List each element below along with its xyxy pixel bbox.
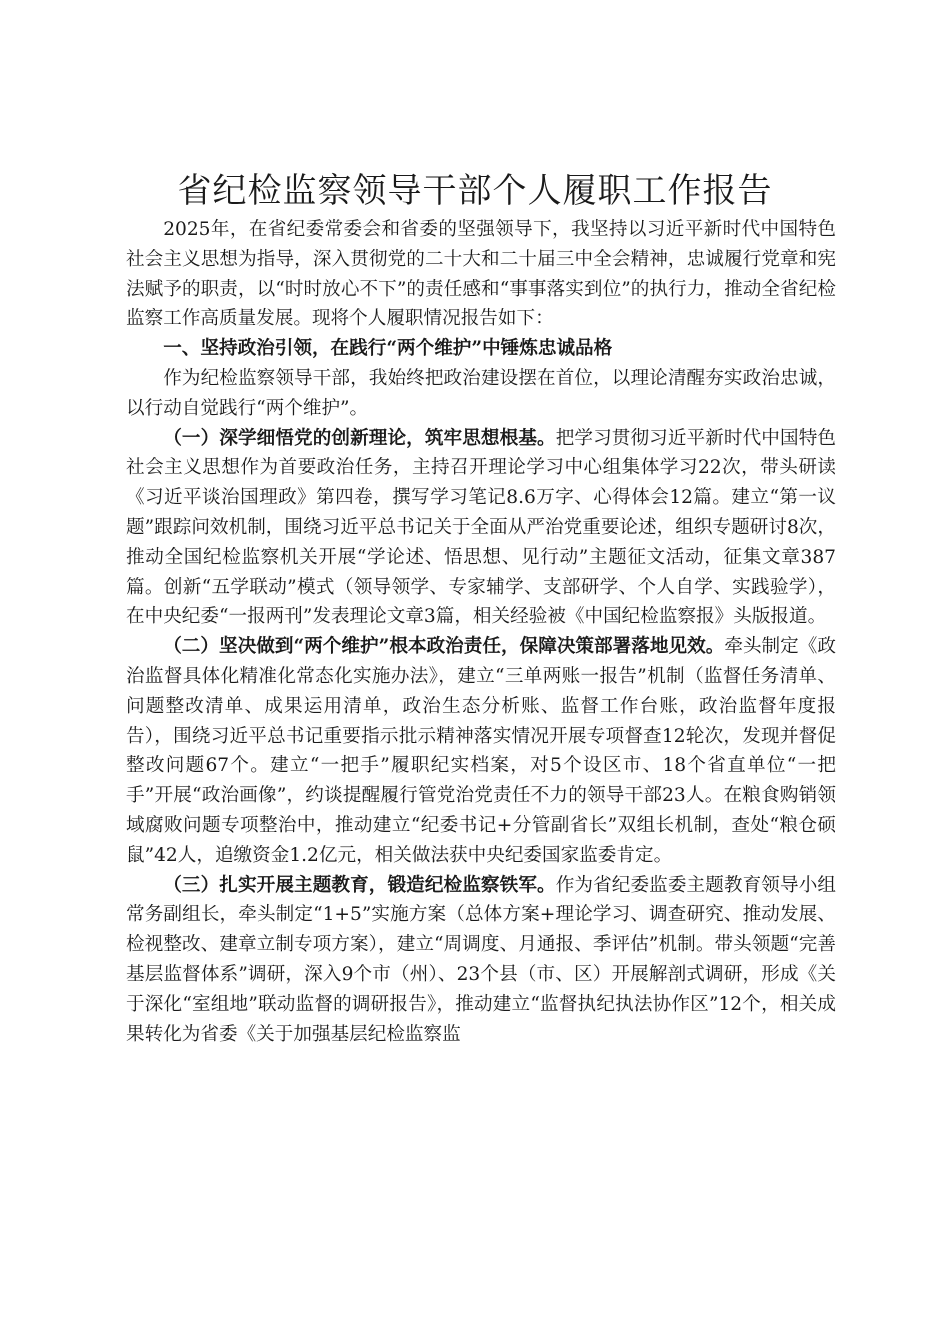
item-text-1: 把学习贯彻习近平新时代中国特色社会主义思想作为首要政治任务，主持召开理论学习中心组集体学习22次，带头研读《习近平谈治国理政》第四卷，撰写学习笔记8.6万字、心得体会12篇。建立“第一议题”跟踪问效机制，围绕习近平总书记关于全面从严治党重要论述，组织专题研讨8次，推动全国纪检监察机关开展“学论述、悟思想、见行动”主题征文活动，征集文章387篇。创新“五学联动”模式（领导领学、专家辅学、支部研学、个人自学、实践验学），在中央纪委“一报两刊”发表理论文章3篇，相关经验被《中国纪检监察报》头版报道。 bbox=[126, 427, 836, 628]
intro-paragraph: 2025年，在省纪委常委会和省委的坚强领导下，我坚持以习近平新时代中国特色社会主义思想为指导，深入贯彻党的二十大和二十届三中全会精神，忠诚履行党章和宪法赋予的职责，以“时时放心不下”的责任感和“事事落实到位”的执行力，推动全省纪检监察工作高质量发展。现将个人履职情况报告如下： bbox=[126, 219, 836, 330]
item-paragraph-3 bbox=[126, 871, 836, 1050]
item-paragraph-2 bbox=[126, 632, 836, 870]
document-title: 省纪检监察领导干部个人履职工作报告 bbox=[177, 171, 773, 211]
section-heading: 一、坚持政治引领，在践行“两个维护”中锤炼忠诚品格 bbox=[163, 338, 613, 360]
section-summary-paragraph: 作为纪检监察领导干部，我始终把政治建设摆在首位，以理论清醒夯实政治忠诚，以行动自觉践行“两个维护”。 bbox=[126, 367, 836, 419]
item-text-3: 作为省纪委监委主题教育领导小组常务副组长，牵头制定“1+5”实施方案（总体方案+理论学习、调查研究、推动发展、检视整改、建章立制专项方案），建立“周调度、月通报、季评估”机制。带头领题“完善基层监督体系”调研，深入9个市（州）、23个县（市、区）开展解剖式调研，形成《关于深化“室组地”联动监督的调研报告》，推动建立“监督执纪执法协作区”12个，相关成果转化为省委《关于加强基层纪检监察监 bbox=[126, 874, 836, 1045]
item-text-2: 牵头制定《政治监督具体化精准化常态化实施办法》，建立“三单两账一报告”机制（监督任务清单、问题整改清单、成果运用清单，政治生态分析账、监督工作台账，政治监督年度报告），围绕习近平总书记重要指示批示精神落实情况开展专项督查12轮次，发现并督促整改问题67个。建立“一把手”履职纪实档案，对5个设区市、18个省直单位“一把手”开展“政治画像”，约谈提醒履行管党治党责任不力的领导干部23人。在粮食购销领域腐败问题专项整治中，推动建立“纪委书记+分管副省长”双组长机制，查处“粮仓硕鼠”42人，追缴资金1.2亿元，相关做法获中央纪委国家监委肯定。 bbox=[126, 636, 836, 866]
document-body bbox=[126, 215, 836, 1049]
item-lead-1: （一）深学细悟党的创新理论，筑牢思想根基。 bbox=[163, 427, 556, 449]
item-paragraph-1 bbox=[126, 424, 836, 633]
item-lead-3: （三）扎实开展主题教育，锻造纪检监察铁军。 bbox=[163, 874, 556, 896]
item-lead-2: （二）坚决做到“两个维护”根本政治责任，保障决策部署落地见效。 bbox=[163, 636, 725, 658]
